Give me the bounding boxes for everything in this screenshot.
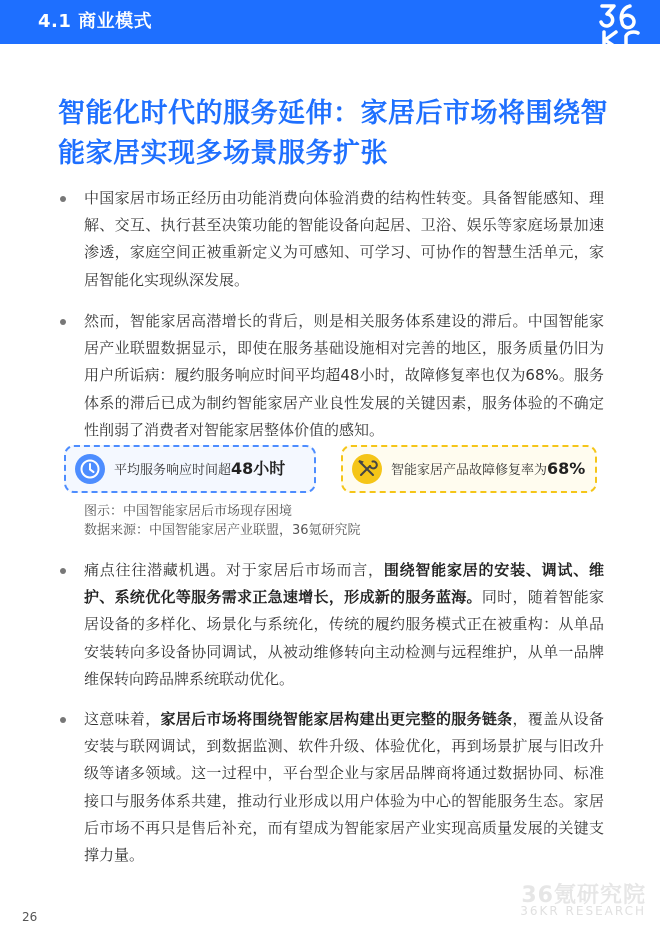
figure-caption: 图示：中国智能家居后市场现存困境 <box>84 504 293 519</box>
stat-label: 智能家居产品故障修复率为 <box>391 463 548 478</box>
data-source: 数据来源：中国智能家居产业联盟，36氪研究院 <box>84 523 361 538</box>
highlight-text: 家居后市场将围绕智能家居构建出更完整的服务链条 <box>160 710 513 728</box>
36kr-logo <box>564 0 660 46</box>
stat-value: 68% <box>547 459 586 478</box>
stat-response-time <box>64 445 316 493</box>
paragraph-2: 然而，智能家居高潜增长的背后，则是相关服务体系建设的滞后。中国智能家居产业联盟数据显示，即使在服务基础设施相对完善的地区，服务质量仍旧为用户所诟病：履约服务响应时间平均超48小时，故障修复率也仅为68%。服务体系的滞后已成为制约智能家居产业良性发展的关键因素，服务体验的不确定性削弱了消费者对智能家居整体价值的感知。 <box>84 312 604 439</box>
bullet-dot <box>60 196 66 202</box>
section-title: 4.1 商业模式 <box>38 11 153 32</box>
highlight-text: 围绕智能家居的安装、调试、维护、系统优化等服务需求正急速增长，形成新的服务蓝海。 <box>84 561 604 607</box>
page-number: 26 <box>22 910 38 924</box>
paragraph-3: 痛点往往潜藏机遇。对于家居后市场而言，围绕智能家居的安装、调试、维护、系统优化等服务需求正急速增长，形成新的服务蓝海。同时，随着智能家居设备的多样化、场景化与系统化，传统的履约服务模式正在被重构：从单品安装转向多设备协同调试，从被动维修转向主动检测与远程维护，从单一品牌维保转向跨品牌系统联动优化。 <box>84 561 604 688</box>
stat-repair-rate <box>341 445 597 493</box>
bullet-dot <box>60 568 66 574</box>
wrench-screwdriver-icon <box>351 453 383 485</box>
bullet-dot <box>60 319 66 325</box>
header-bar <box>0 0 660 44</box>
page-title: 智能化时代的服务延伸：家居后市场将围绕智能家居实现多场景服务扩张 <box>58 98 608 169</box>
clock-icon <box>74 453 106 485</box>
stat-value: 48小时 <box>231 459 286 478</box>
watermark-cn: 36氪研究院 <box>521 883 646 908</box>
stat-label: 平均服务响应时间超 <box>114 463 232 478</box>
paragraph-4: 这意味着，家居后市场将围绕智能家居构建出更完整的服务链条，覆盖从设备安装与联网调试，到数据监测、软件升级、体验优化，再到场景扩展与旧改升级等诸多领域。这一过程中，平台型企业与家居品牌商将通过数据协同、标准接口与服务体系共建，推动行业形成以用户体验为中心的智能服务生态。家居后市场不再只是售后补充，而有望成为智能家居产业实现高质量发展的关键支撑力量。 <box>84 710 604 865</box>
bullet-dot <box>60 717 66 723</box>
paragraph-1: 中国家居市场正经历由功能消费向体验消费的结构性转变。具备智能感知、理解、交互、执行甚至决策功能的智能设备向起居、卫浴、娱乐等家庭场景加速渗透，家庭空间正被重新定义为可感知、可学习、可协作的智慧生活单元，家居智能化实现纵深发展。 <box>84 189 604 289</box>
watermark-en: 36KR RESEARCH <box>520 904 646 918</box>
